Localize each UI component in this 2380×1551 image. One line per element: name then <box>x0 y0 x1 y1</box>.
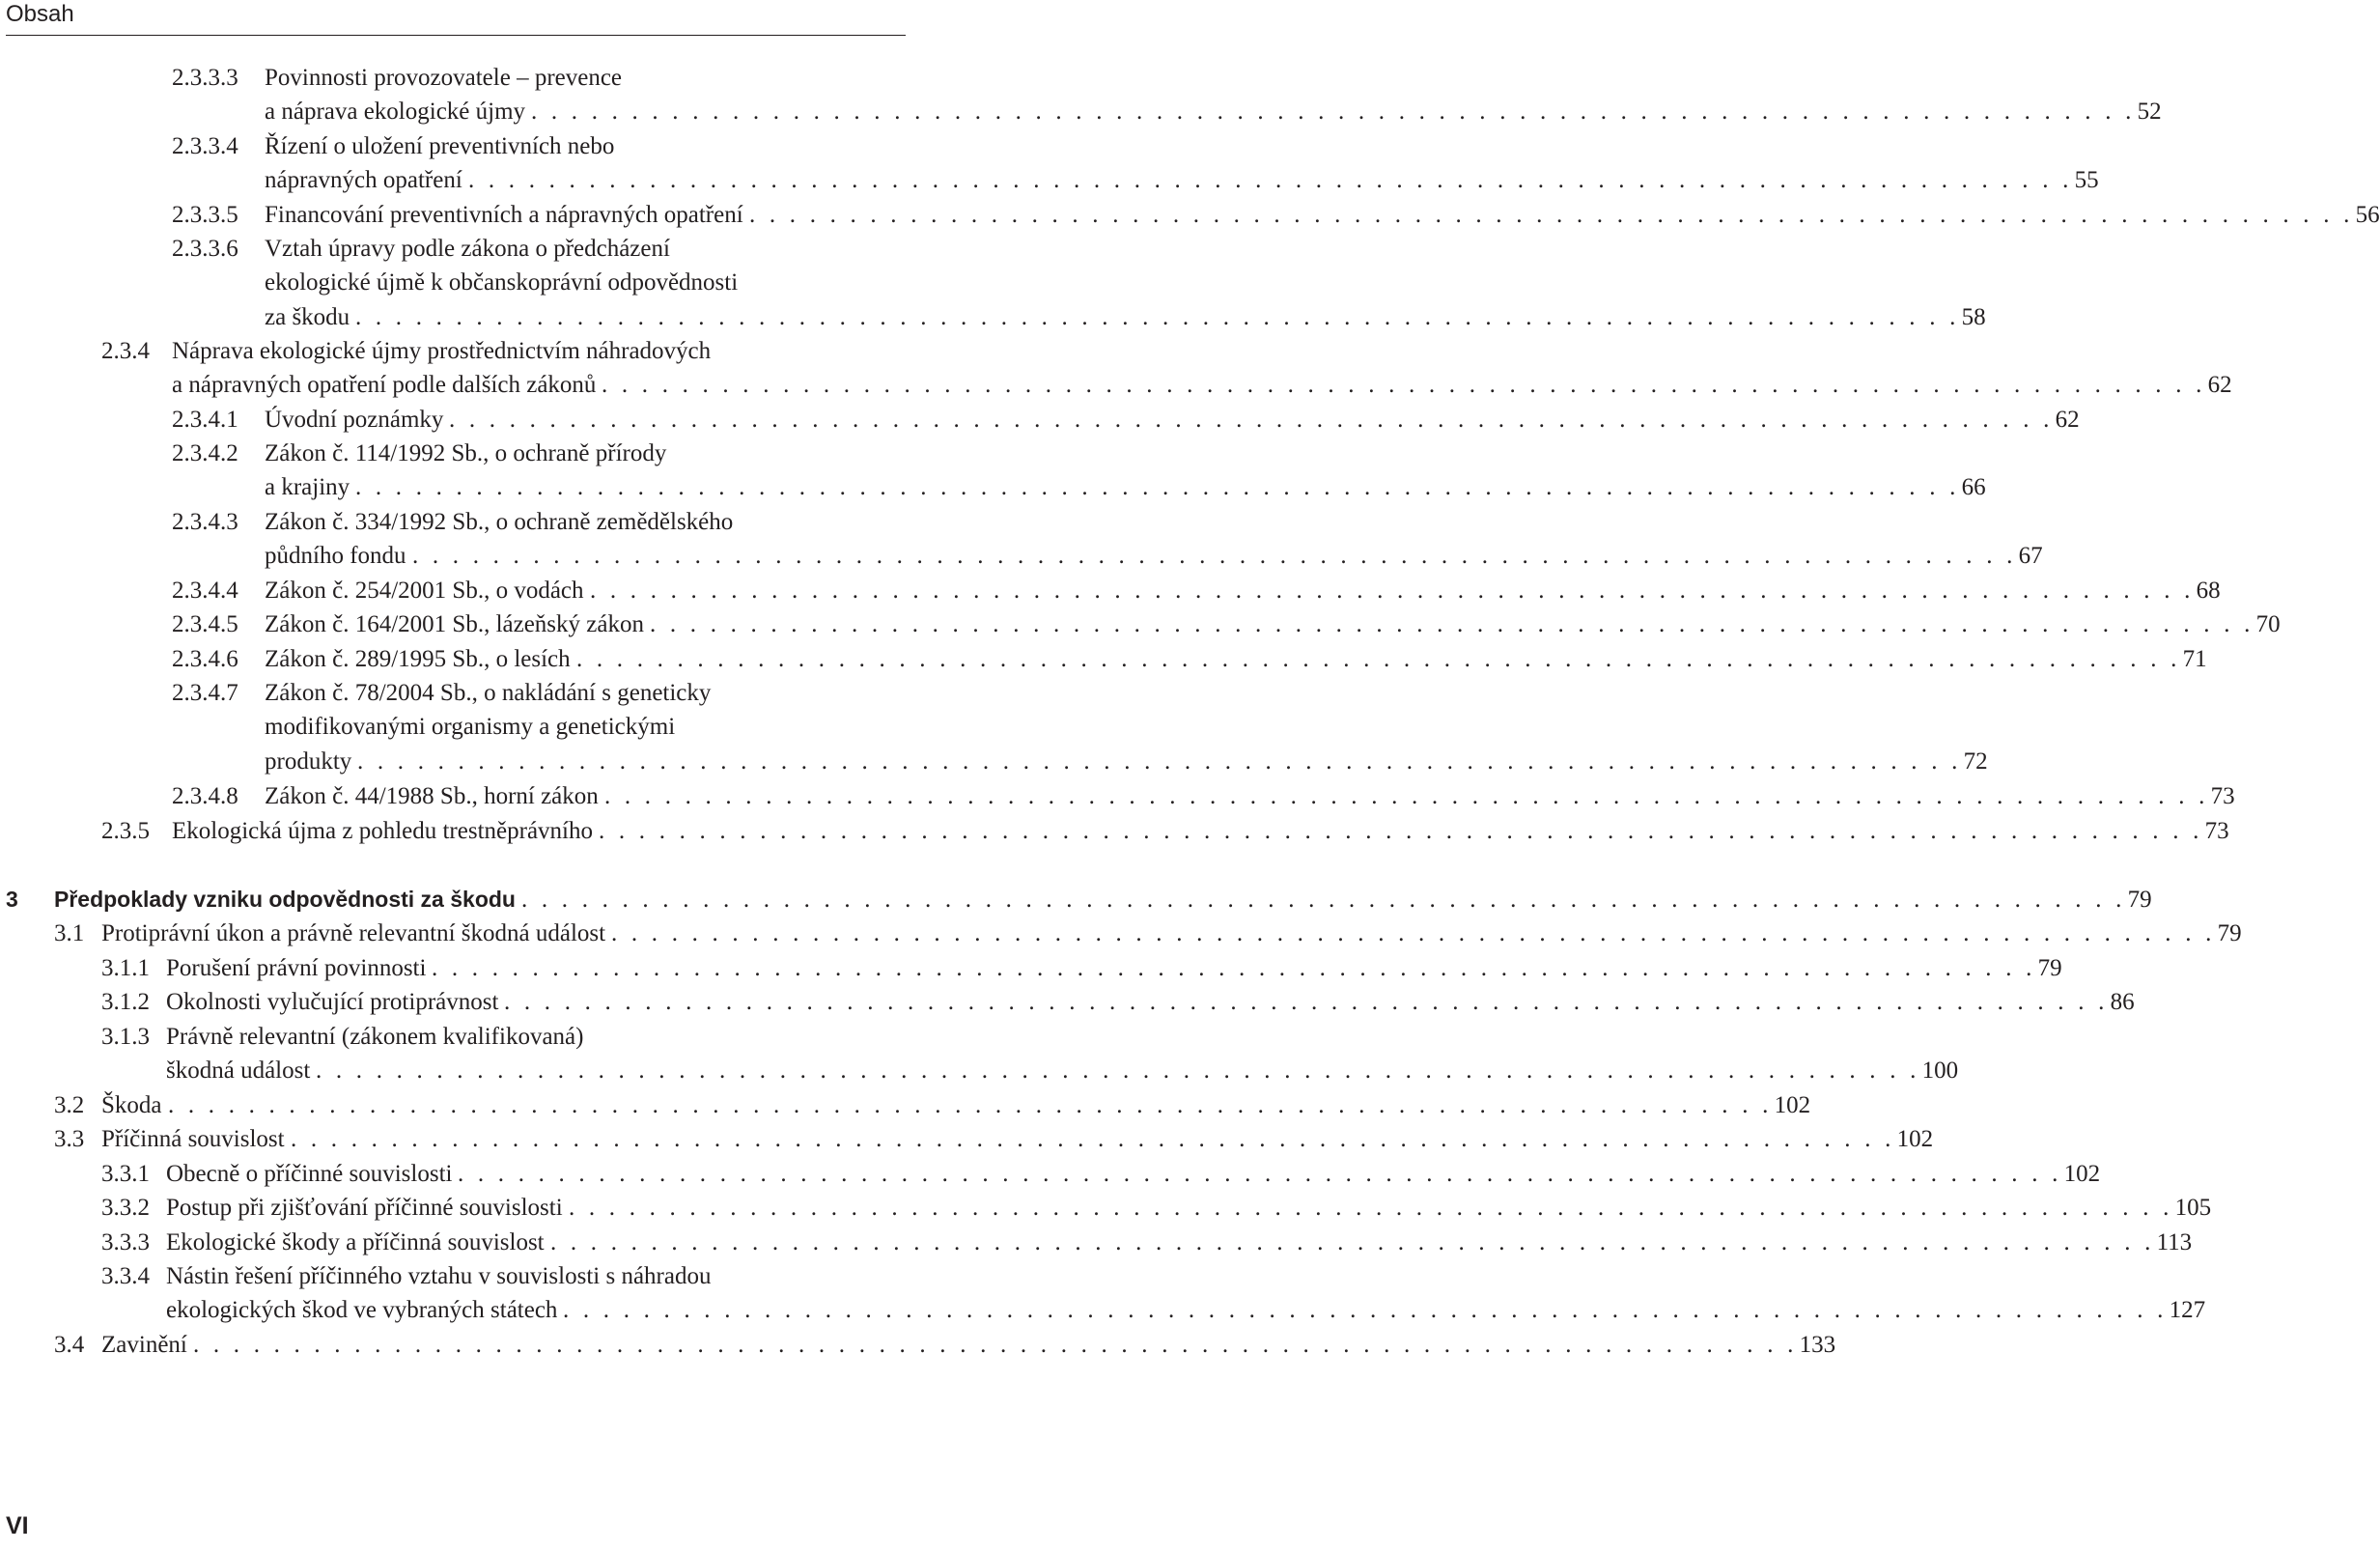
toc-entry-number: 3.3.1 <box>101 1161 150 1187</box>
toc-entry-line <box>0 198 2380 232</box>
toc-page-number: 73 <box>2210 783 2235 809</box>
toc-entry-title: půdního fondu <box>265 543 406 570</box>
toc-entry-number: 2.3.4.5 <box>172 611 238 637</box>
toc-entry-title: Porušení právní povinnosti <box>166 955 427 981</box>
toc-page-number: 79 <box>2037 955 2062 981</box>
toc-entry[interactable] <box>0 676 1988 778</box>
toc-leader <box>406 539 2043 573</box>
dot-leader: . . . . . . . . . . . . . . . . . . . . . . . . . . . . . . . . . . . . . . . . . . . . . . . . . . . . . . . . . . . . . . . . . . . . . . . . . . . . . . . . <box>749 202 2354 228</box>
toc-entry-title: a nápravných opatření podle dalších zákonů <box>172 372 597 399</box>
toc-entry-title: Zákon č. 254/2001 Sb., o vodách <box>265 578 584 604</box>
dot-leader: . . . . . . . . . . . . . . . . . . . . . . . . . . . . . . . . . . . . . . . . . . . . . . . . . . . . . . . . . . . . . . . . . . . . . . . . . . . . . . . . <box>599 818 2203 844</box>
toc-entry-line <box>0 676 904 710</box>
toc-entry-line <box>0 1122 1934 1156</box>
toc-entry-number: 3.3.4 <box>101 1263 150 1289</box>
toc-entry[interactable] <box>0 1157 2101 1191</box>
toc-entry-line <box>0 403 2080 437</box>
toc-entry-number: 3.1.1 <box>101 955 150 981</box>
toc-entry-number: 3 <box>6 887 18 912</box>
toc-entry[interactable] <box>0 814 2229 848</box>
dot-leader: . . . . . . . . . . . . . . . . . . . . . . . . . . . . . . . . . . . . . . . . . . . . . . . . . . . . . . . . . . . . . . . . . . . . . . . . . . . . . . . . <box>168 1092 1773 1118</box>
dot-leader: . . . . . . . . . . . . . . . . . . . . . . . . . . . . . . . . . . . . . . . . . . . . . . . . . . . . . . . . . . . . . . . . . . . . . . . . . . . . . . . . <box>611 920 2216 946</box>
toc-entry-title: Příčinná souvislost <box>101 1126 285 1152</box>
toc-entry-title: modifikovanými organismy a genetickými <box>265 714 676 741</box>
toc-page-number: 62 <box>2207 372 2232 399</box>
toc-entry-title: Vztah úpravy podle zákona o předcházení <box>265 236 670 262</box>
toc-leader <box>545 1226 2193 1259</box>
toc-entry-title: Zákon č. 164/2001 Sb., lázeňský zákon <box>265 611 644 637</box>
toc-entry-number: 3.1 <box>54 920 85 946</box>
toc-entry-line <box>0 1293 2206 1327</box>
toc-entry-line <box>0 916 2242 950</box>
toc-entry[interactable] <box>0 607 2281 641</box>
toc-entry-line <box>0 883 2152 916</box>
toc-entry[interactable] <box>0 883 2152 916</box>
toc-entry[interactable] <box>0 574 2221 607</box>
dot-leader: . . . . . . . . . . . . . . . . . . . . . . . . . . . . . . . . . . . . . . . . . . . . . . . . . . . . . . . . . . . . . . . . . . . . . . . . . . . . . . . . <box>412 543 2017 570</box>
toc-page-number: 133 <box>1799 1332 1836 1358</box>
toc-page-number: 113 <box>2156 1229 2193 1255</box>
toc-leader <box>525 95 2162 128</box>
toc-entry[interactable] <box>0 1226 2193 1259</box>
toc-entry-number: 2.3.4.8 <box>172 783 238 809</box>
toc-entry[interactable] <box>0 916 2242 950</box>
toc-entry-line <box>0 232 904 266</box>
toc-entry-line <box>0 745 1988 778</box>
toc-entry-line <box>0 1020 904 1054</box>
toc-entry-number: 2.3.3.4 <box>172 133 238 159</box>
toc-entry-line <box>0 470 1986 504</box>
toc-leader <box>462 163 2099 197</box>
toc-leader <box>743 198 2380 232</box>
toc-entry-title: Ekologické škody a příčinná souvislost <box>166 1229 545 1255</box>
toc-page-number: 73 <box>2204 818 2229 844</box>
toc-entry-number: 2.3.3.5 <box>172 202 238 228</box>
toc-entry-line <box>0 61 904 95</box>
toc-page-number: 67 <box>2018 543 2043 570</box>
dot-leader: . . . . . . . . . . . . . . . . . . . . . . . . . . . . . . . . . . . . . . . . . . . . . . . . . . . . . . . . . . . . . . . . . . . . . . . . . . . . . . . . <box>193 1332 1798 1358</box>
toc-leader <box>571 642 2207 676</box>
toc-entry-title: Postup při zjišťování příčinné souvislosti <box>166 1195 563 1221</box>
toc-entry-title: a krajiny <box>265 474 350 501</box>
toc-entry-title: Protiprávní úkon a právně relevantní škodná událost <box>101 920 606 946</box>
toc-entry-number: 3.1.3 <box>101 1024 150 1050</box>
dot-leader: . . . . . . . . . . . . . . . . . . . . . . . . . . . . . . . . . . . . . . . . . . . . . . . . . . . . . . . . . . . . . . . . . . . . . . . . . . . . . . . . <box>550 1229 2155 1255</box>
toc-page-number: 79 <box>2127 887 2152 913</box>
toc-page-number: 102 <box>1774 1092 1811 1118</box>
toc-page-number: 102 <box>1896 1126 1934 1152</box>
toc-leader <box>162 1088 1811 1122</box>
toc-page-number: 79 <box>2217 920 2242 946</box>
toc-entry[interactable] <box>0 779 2235 813</box>
toc-entry-line <box>0 1328 1836 1362</box>
toc-leader <box>593 814 2229 848</box>
toc-entry-title: Předpoklady vzniku odpovědnosti za škodu <box>54 887 516 912</box>
toc-entry-number: 3.3.3 <box>101 1229 150 1255</box>
toc-leader <box>605 916 2242 950</box>
toc-entry-title: nápravných opatření <box>265 167 462 194</box>
toc-leader <box>310 1054 1959 1087</box>
page-number: VI <box>6 1512 29 1539</box>
toc-entry-line <box>0 266 904 299</box>
toc-entry-title: Zákon č. 289/1995 Sb., o lesích <box>265 646 571 672</box>
toc-entry[interactable] <box>0 437 1986 505</box>
toc-page-number: 71 <box>2182 646 2207 672</box>
dot-leader: . . . . . . . . . . . . . . . . . . . . . . . . . . . . . . . . . . . . . . . . . . . . . . . . . . . . . . . . . . . . . . . . . . . . . . . . . . . . . . . . <box>504 989 2109 1015</box>
toc-entry[interactable] <box>0 642 2207 676</box>
toc-entry[interactable] <box>0 985 2135 1019</box>
toc-leader <box>563 1191 2212 1225</box>
toc-entry-line <box>0 951 2062 985</box>
toc-entry-line <box>0 1157 2101 1191</box>
toc-entry-title: Ekologická újma z pohledu trestněprávního <box>172 818 593 844</box>
dot-leader: . . . . . . . . . . . . . . . . . . . . . . . . . . . . . . . . . . . . . . . . . . . . . . . . . . . . . . . . . . . . . . . . . . . . . . . . . . . . . . . . <box>590 578 2195 604</box>
dot-leader: . . . . . . . . . . . . . . . . . . . . . . . . . . . . . . . . . . . . . . . . . . . . . . . . . . . . . . . . . . . . . . . . . . . . . . . . . . . . . . . . <box>449 407 2054 433</box>
toc-entry-title: Povinnosti provozovatele – prevence <box>265 65 623 91</box>
toc-entry[interactable] <box>0 334 2232 403</box>
toc-entry-line <box>0 539 2043 573</box>
toc-page-number: 127 <box>2169 1297 2206 1324</box>
toc-entry-title: Nástin řešení příčinného vztahu v souvislosti s náhradou <box>166 1263 712 1289</box>
toc-entry[interactable] <box>0 1191 2212 1225</box>
toc-entry-number: 2.3.4.4 <box>172 578 238 604</box>
toc-entry-line <box>0 1191 2212 1225</box>
dot-leader: . . . . . . . . . . . . . . . . . . . . . . . . . . . . . . . . . . . . . . . . . . . . . . . . . . . . . . . . . . . . . . . . . . . . . . . . . . . . . . . . <box>521 887 2126 913</box>
dot-leader: . . . . . . . . . . . . . . . . . . . . . . . . . . . . . . . . . . . . . . . . . . . . . . . . . . . . . . . . . . . . . . . . . . . . . . . . . . . . . . . . <box>355 303 1960 330</box>
toc-entry-title: Řízení o uložení preventivních nebo <box>265 133 615 159</box>
dot-leader: . . . . . . . . . . . . . . . . . . . . . . . . . . . . . . . . . . . . . . . . . . . . . . . . . . . . . . . . . . . . . . . . . . . . . . . . . . . . . . . . <box>604 783 2209 809</box>
toc-leader <box>351 745 1988 778</box>
toc-entry-number: 3.2 <box>54 1092 85 1118</box>
toc-entry-title: za škodu <box>265 303 350 330</box>
toc-page-number: 66 <box>1961 474 1986 501</box>
toc-entry-number: 2.3.4.6 <box>172 646 238 672</box>
toc-page-number: 72 <box>1963 747 1988 775</box>
toc-page-number: 56 <box>2355 202 2380 228</box>
toc-entry-line <box>0 129 904 163</box>
toc-entry[interactable] <box>0 1020 1959 1088</box>
toc-entry-number: 2.3.4.3 <box>172 509 238 535</box>
toc-entry[interactable] <box>0 1088 1811 1122</box>
toc-leader <box>426 951 2062 985</box>
toc-entry[interactable] <box>0 403 2080 437</box>
toc-entry[interactable] <box>0 1259 2206 1328</box>
toc-page-number: 70 <box>2255 611 2281 637</box>
dot-leader: . . . . . . . . . . . . . . . . . . . . . . . . . . . . . . . . . . . . . . . . . . . . . . . . . . . . . . . . . . . . . . . . . . . . . . . . . . . . . . . . <box>650 611 2254 637</box>
toc-entry-title: produkty <box>265 747 352 775</box>
toc-page-number: 52 <box>2137 99 2162 126</box>
toc-entry-title: Zákon č. 78/2004 Sb., o nakládání s geneticky <box>265 680 712 706</box>
toc-entry[interactable] <box>0 61 2162 129</box>
toc-entry-number: 3.1.2 <box>101 989 150 1015</box>
toc-page-number: 102 <box>2063 1161 2101 1187</box>
toc-entry-number: 2.3.4.2 <box>172 440 238 466</box>
toc-entry-title: Financování preventivních a nápravných opatření <box>265 202 743 228</box>
toc-entry-title: Zavinění <box>101 1332 187 1358</box>
dot-leader: . . . . . . . . . . . . . . . . . . . . . . . . . . . . . . . . . . . . . . . . . . . . . . . . . . . . . . . . . . . . . . . . . . . . . . . . . . . . . . . . <box>355 474 1960 501</box>
dot-leader: . . . . . . . . . . . . . . . . . . . . . . . . . . . . . . . . . . . . . . . . . . . . . . . . . . . . . . . . . . . . . . . . . . . . . . . . . . . . . . . . <box>316 1058 1920 1085</box>
toc-entry-title: a náprava ekologické újmy <box>265 99 526 126</box>
toc-page-number: 62 <box>2055 407 2080 433</box>
toc-page-number: 100 <box>1921 1058 1959 1085</box>
toc-entry-title: Zákon č. 114/1992 Sb., o ochraně přírody <box>265 440 667 466</box>
toc-entry-title: Škoda <box>101 1092 162 1118</box>
toc-entry-title: Obecně o příčinné souvislosti <box>166 1161 453 1187</box>
toc-entry[interactable] <box>0 951 2062 985</box>
toc-entry-number: 2.3.4 <box>101 338 150 364</box>
toc-entry-number: 2.3.5 <box>101 818 150 844</box>
toc-entry-line <box>0 1054 1959 1087</box>
toc-entry-title: Zákon č. 334/1992 Sb., o ochraně zemědělského <box>265 509 734 535</box>
toc-entry-title: Právně relevantní (zákonem kvalifikovaná) <box>166 1024 584 1050</box>
toc-entry-title: ekologických škod ve vybraných státech <box>166 1297 558 1324</box>
dot-leader: . . . . . . . . . . . . . . . . . . . . . . . . . . . . . . . . . . . . . . . . . . . . . . . . . . . . . . . . . . . . . . . . . . . . . . . . . . . . . . . . <box>602 372 2206 399</box>
dot-leader: . . . . . . . . . . . . . . . . . . . . . . . . . . . . . . . . . . . . . . . . . . . . . . . . . . . . . . . . . . . . . . . . . . . . . . . . . . . . . . . . <box>432 955 2036 981</box>
dot-leader: . . . . . . . . . . . . . . . . . . . . . . . . . . . . . . . . . . . . . . . . . . . . . . . . . . . . . . . . . . . . . . . . . . . . . . . . . . . . . . . . <box>357 747 1962 775</box>
toc-page-number: 58 <box>1961 303 1986 330</box>
dot-leader: . . . . . . . . . . . . . . . . . . . . . . . . . . . . . . . . . . . . . . . . . . . . . . . . . . . . . . . . . . . . . . . . . . . . . . . . . . . . . . . . <box>531 99 2136 126</box>
toc-entry-line <box>0 437 904 470</box>
toc-entry[interactable] <box>0 198 2380 232</box>
running-header-title: Obsah <box>6 1 74 27</box>
toc-entry-title: Zákon č. 44/1988 Sb., horní zákon <box>265 783 599 809</box>
toc-leader <box>584 574 2221 607</box>
toc-leader <box>644 607 2281 641</box>
toc-entry-title: ekologické újmě k občanskoprávní odpovědnosti <box>265 269 739 296</box>
toc-leader <box>596 368 2232 402</box>
toc-entry-line <box>0 710 904 744</box>
toc-entry-line <box>0 574 2221 607</box>
toc-leader <box>350 470 1986 504</box>
toc-entry[interactable] <box>0 232 1986 334</box>
toc-leader <box>516 883 2152 916</box>
toc-entry-number: 3.4 <box>54 1332 85 1358</box>
toc-leader <box>443 403 2080 437</box>
dot-leader: . . . . . . . . . . . . . . . . . . . . . . . . . . . . . . . . . . . . . . . . . . . . . . . . . . . . . . . . . . . . . . . . . . . . . . . . . . . . . . . . <box>569 1195 2173 1221</box>
toc-entry-title: Okolnosti vylučující protiprávnost <box>166 989 499 1015</box>
toc-entry-line <box>0 163 2099 197</box>
toc-entry-line <box>0 642 2207 676</box>
toc-entry[interactable] <box>0 1122 1934 1156</box>
toc-entry-line <box>0 1226 2193 1259</box>
toc-entry-line <box>0 779 2235 813</box>
toc-entry[interactable] <box>0 505 2043 574</box>
toc-entry-line <box>0 505 904 539</box>
toc-leader <box>452 1157 2101 1191</box>
dot-leader: . . . . . . . . . . . . . . . . . . . . . . . . . . . . . . . . . . . . . . . . . . . . . . . . . . . . . . . . . . . . . . . . . . . . . . . . . . . . . . . . <box>458 1161 2062 1187</box>
toc-entry-line <box>0 1259 904 1293</box>
toc-leader <box>285 1122 1934 1156</box>
toc-leader <box>557 1293 2206 1327</box>
toc-leader <box>498 985 2135 1019</box>
toc-leader <box>599 779 2235 813</box>
toc-entry-number: 2.3.4.1 <box>172 407 238 433</box>
toc-page-number: 55 <box>2074 167 2099 194</box>
toc-entry-line <box>0 1088 1811 1122</box>
toc-entry-title: Úvodní poznámky <box>265 407 444 433</box>
toc-entry-line <box>0 368 2232 402</box>
dot-leader: . . . . . . . . . . . . . . . . . . . . . . . . . . . . . . . . . . . . . . . . . . . . . . . . . . . . . . . . . . . . . . . . . . . . . . . . . . . . . . . . <box>468 167 2073 194</box>
toc-entry-line <box>0 95 2162 128</box>
toc-entry-line <box>0 985 2135 1019</box>
toc-page-number: 105 <box>2174 1195 2212 1221</box>
toc-entry-number: 3.3.2 <box>101 1195 150 1221</box>
toc-entry-line <box>0 814 2229 848</box>
dot-leader: . . . . . . . . . . . . . . . . . . . . . . . . . . . . . . . . . . . . . . . . . . . . . . . . . . . . . . . . . . . . . . . . . . . . . . . . . . . . . . . . <box>291 1126 1895 1152</box>
toc-entry-title: Náprava ekologické újmy prostřednictvím náhradových <box>172 338 712 364</box>
toc-page-number: 86 <box>2110 989 2135 1015</box>
toc-entry-number: 2.3.3.3 <box>172 65 238 91</box>
toc-leader <box>350 300 1986 334</box>
toc-entry-number: 3.3 <box>54 1126 85 1152</box>
toc-entry-number: 2.3.4.7 <box>172 680 238 706</box>
dot-leader: . . . . . . . . . . . . . . . . . . . . . . . . . . . . . . . . . . . . . . . . . . . . . . . . . . . . . . . . . . . . . . . . . . . . . . . . . . . . . . . . <box>576 646 2181 672</box>
toc-entry-line <box>0 300 1986 334</box>
toc-entry[interactable] <box>0 1328 1836 1362</box>
toc-entry[interactable] <box>0 129 2099 198</box>
dot-leader: . . . . . . . . . . . . . . . . . . . . . . . . . . . . . . . . . . . . . . . . . . . . . . . . . . . . . . . . . . . . . . . . . . . . . . . . . . . . . . . . <box>563 1297 2168 1324</box>
toc-entry-title: škodná událost <box>166 1058 311 1085</box>
toc-page-number: 68 <box>2196 578 2221 604</box>
toc-entry-line <box>0 607 2281 641</box>
toc-leader <box>187 1328 1836 1362</box>
toc-entry-line <box>0 334 904 368</box>
toc-entry-number: 2.3.3.6 <box>172 236 238 262</box>
